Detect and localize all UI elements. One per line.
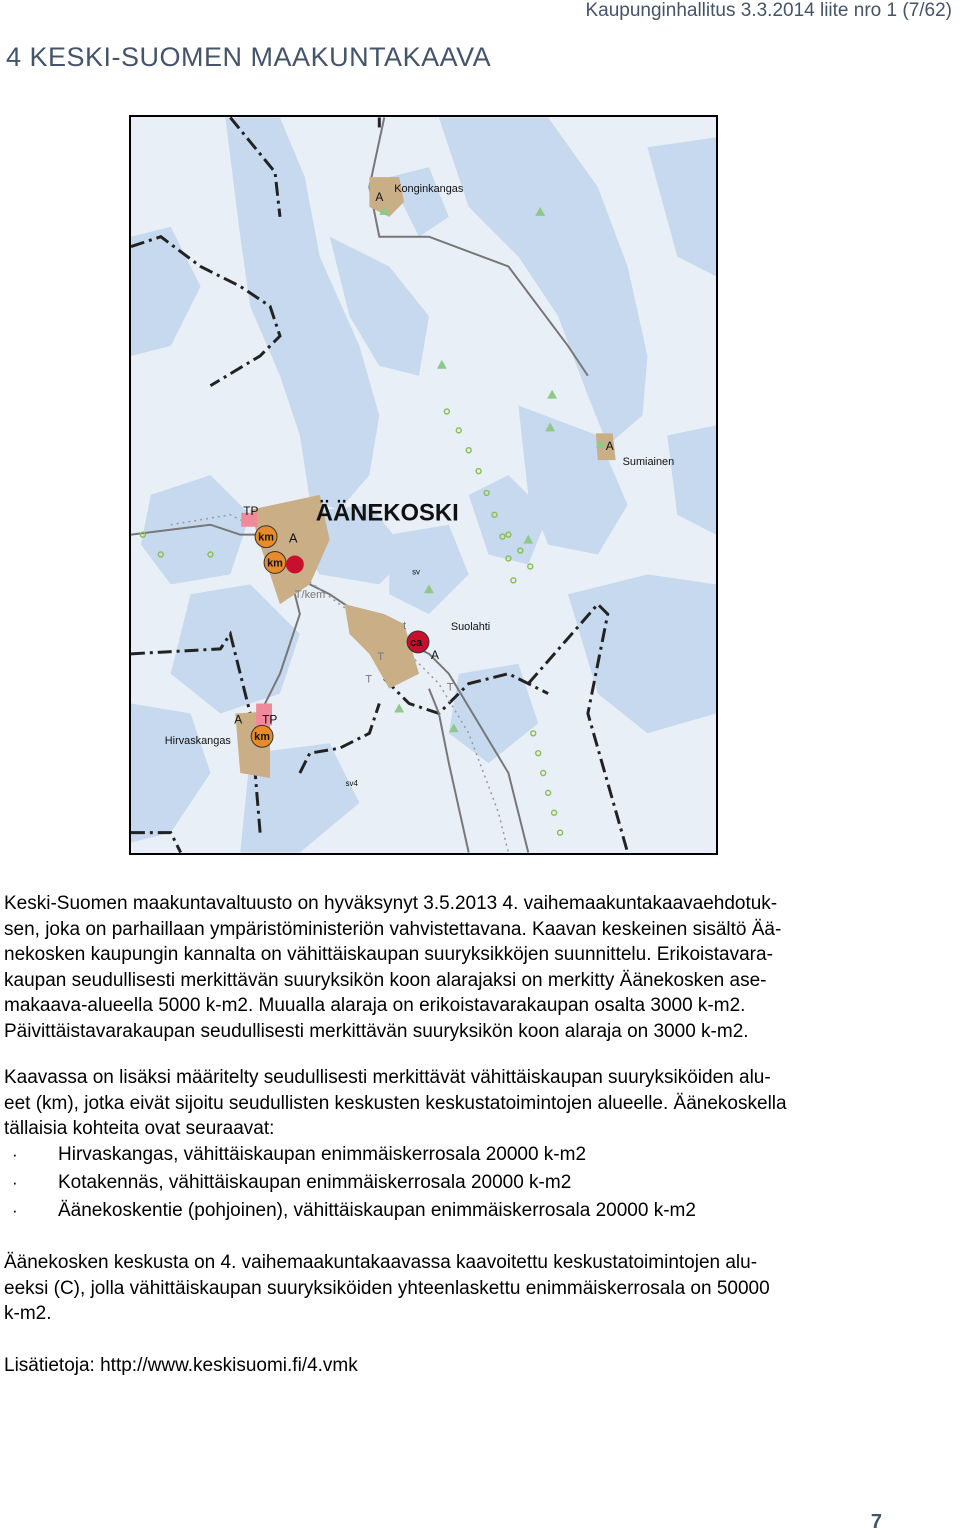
map-label-t-kem: T/kem — [294, 589, 326, 602]
regional-plan-map — [129, 115, 718, 855]
map-label-c-suolahti: ca — [410, 636, 423, 649]
bullet-marker: · — [12, 1201, 18, 1220]
list-item-text: Äänekoskentie (pohjoinen), vähittäiskaupan enimmäiskerrosala 20000 k-m2 — [58, 1200, 696, 1221]
text-line: sen, joka on parhaillaan ympäristöministeriön vahvistettavana. Kaavan keskeinen sisältö Ää- — [4, 918, 782, 940]
map-label-sv: sv — [412, 567, 421, 577]
bullet-marker: · — [12, 1145, 18, 1164]
text-line: Kaavassa on lisäksi määritelty seudullisesti merkittävät vähittäiskaupan suuryksiköiden alu- — [4, 1067, 771, 1088]
bullet-marker: · — [12, 1173, 18, 1192]
page-number: 7 — [870, 1511, 882, 1533]
map-canvas — [131, 117, 716, 853]
paragraph-km-areas — [4, 1065, 934, 1142]
map-label-a-aanekoski: A — [288, 530, 298, 546]
map-label-a-hirvaskangas: A — [234, 712, 243, 727]
text-line: kaupan seudullisesti merkittävän suuryksikön koon alarajaksi on merkitty Äänekosken ase- — [4, 969, 767, 991]
map-label-a-suolahti: A — [430, 647, 439, 662]
map-label-sv4: sv4 — [345, 778, 358, 788]
more-info-link[interactable]: Lisätietoja: http://www.keskisuomi.fi/4.vmk — [4, 1355, 358, 1376]
text-line: Keski-Suomen maakuntavaltuusto on hyväksynyt 3.5.2013 4. vaihemaakuntakaavaehdotuk- — [4, 893, 778, 914]
text-line: Äänekosken keskusta on 4. vaihemaakuntakaavassa kaavoitettu keskustatoimintojen alu- — [4, 1252, 758, 1273]
map-label-t-2: T — [377, 650, 384, 663]
map-label-a-sumiainen: A — [605, 439, 614, 454]
map-label-sumiainen: Sumiainen — [622, 456, 675, 469]
list-item — [4, 1141, 934, 1169]
text-line: nekosken kaupungin kannalta on vähittäiskaupan suuryksikköjen suunnittelu. Erikoistavara- — [4, 944, 773, 965]
list-item — [4, 1169, 934, 1197]
map-label-hirvaskangas: Hirvaskangas — [164, 735, 231, 748]
list-item-text: Kotakennäs, vähittäiskaupan enimmäiskerrosala 20000 k-m2 — [58, 1172, 572, 1193]
text-line: tällaisia kohteita ovat seuraavat: — [4, 1118, 275, 1139]
text-line: eeksi (C), jolla vähittäiskaupan suuryksiköiden yhteenlaskettu enimmäiskerrosala on 50000 — [4, 1277, 770, 1299]
list-item-text: Hirvaskangas, vähittäiskaupan enimmäiskerrosala 20000 k-m2 — [58, 1144, 587, 1165]
map-label-suolahti: Suolahti — [450, 621, 491, 634]
map-label-tp-north: TP — [243, 503, 259, 518]
map-label-km-3: km — [254, 731, 270, 744]
page-title: 4 KESKI-SUOMEN MAAKUNTAKAAVA — [6, 42, 492, 72]
text-line: Päivittäistavarakaupan seudullisesti merkittävän suuryksikön koon alaraja on 3000 k-m2. — [4, 1020, 749, 1042]
map-label-konginkangas: Konginkangas — [394, 183, 464, 196]
map-label-a-konginkangas: A — [375, 189, 384, 204]
page-header-note: Kaupunginhallitus 3.3.2014 liite nro 1 (7/62) — [585, 0, 952, 21]
text-line: eet (km), jotka eivät sijoitu seudullisten keskusten keskustatoimintojen alueelle. Äänekoskella — [4, 1092, 787, 1114]
map-label-t-1: t — [403, 620, 407, 633]
text-line: k-m2. — [4, 1303, 52, 1324]
paragraph-city-center — [4, 1250, 934, 1327]
paragraph-approval — [4, 891, 934, 1044]
map-label-tp-south: TP — [262, 712, 278, 727]
map-label-km-2: km — [267, 557, 283, 570]
retail-site-list — [4, 1141, 934, 1225]
map-label-t-3: T — [446, 681, 454, 694]
map-label-t-4: T — [365, 673, 373, 686]
map-label-km-1: km — [258, 531, 274, 544]
list-item — [4, 1197, 934, 1225]
map-label-aanekoski: ÄÄNEKOSKI — [315, 499, 459, 527]
text-line: makaava-alueella 5000 k-m2. Muualla alaraja on erikoistavarakaupan osalta 3000 k-m2. — [4, 995, 746, 1016]
